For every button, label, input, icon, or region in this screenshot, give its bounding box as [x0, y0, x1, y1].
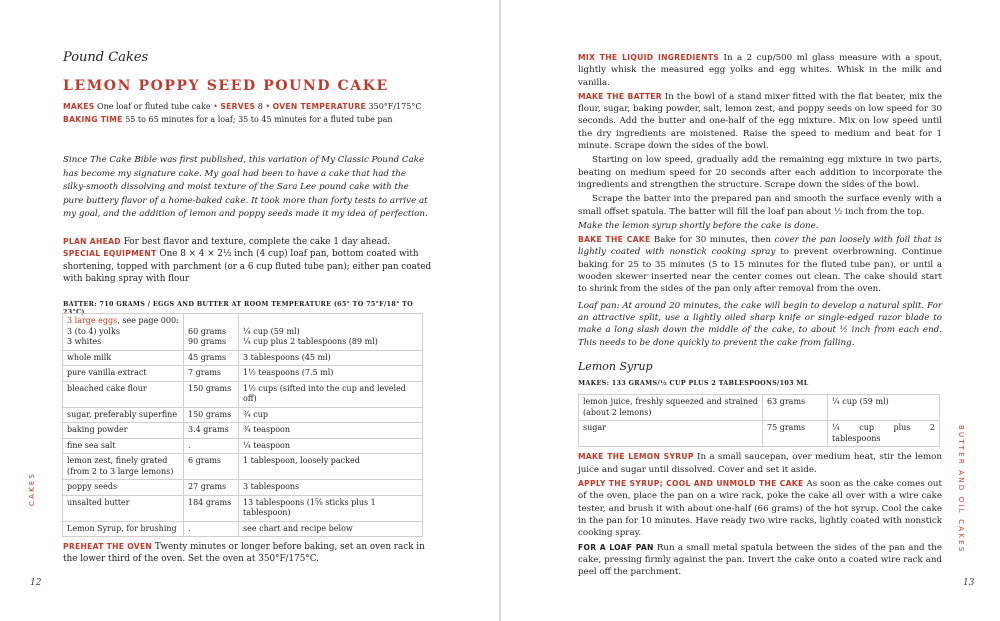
- table-cell: [184, 314, 239, 351]
- method-step: [578, 91, 942, 152]
- ingredient-volume: 1½ cups (sifted into the cup and leveled off): [239, 381, 423, 407]
- ingredient-volume: 1 tablespoon, loosely packed: [239, 454, 423, 480]
- table-row: [63, 423, 423, 439]
- whites-grams: 90 grams: [188, 337, 227, 346]
- ingredient-name: fine sea salt: [63, 438, 184, 454]
- eggs-label: 3 large eggs: [67, 316, 118, 325]
- make-batter-label: MAKE THE BATTER: [578, 91, 662, 101]
- method-paragraph: Scrape the batter into the prepared pan and smooth the surface evenly with a small offset spatula. The batter will fill the loaf pan about ½ inch from the top.: [578, 194, 942, 217]
- mix-text: In a 2 cup/500 ml glass measure with a spout, lightly whisk the measured egg yolks and egg whites. Whisk in the milk and vanilla.: [578, 53, 943, 88]
- ingredient-volume: 3 tablespoons (45 ml): [239, 350, 423, 366]
- table-row: [579, 395, 940, 421]
- bake-label: BAKE THE CAKE: [578, 235, 651, 245]
- plan-ahead-block: [63, 236, 433, 285]
- bake-text-1: Bake for 30 minutes, then: [653, 235, 772, 246]
- make-syrup-text: In a small saucepan, over medium heat, stir the lemon juice and sugar until dissolved. Cover and set it aside.: [578, 452, 942, 475]
- ingredient-grams: 3.4 grams: [184, 423, 239, 439]
- batter-table-title: BATTER: 710 GRAMS / EGGS AND BUTTER AT ROOM TEMPERATURE (65° TO 75°F/18° TO 23°C): [63, 300, 414, 316]
- makes-value: One loaf or fluted tube cake: [97, 102, 211, 111]
- preheat-text: Twenty minutes or longer before baking, set an oven rack in the lower third of the oven. Set the oven at 350°F/175°C.: [63, 542, 425, 565]
- loaf-pan-label: FOR A LOAF PAN: [578, 542, 654, 552]
- ingredient-name: sugar, preferably superfine: [63, 407, 184, 423]
- table-row: [63, 366, 423, 382]
- method-column: [578, 52, 942, 580]
- table-row: [63, 521, 423, 537]
- syrup-makes: MAKES: 133 GRAMS/½ CUP PLUS 2 TABLESPOONS/103 ML: [578, 379, 809, 388]
- table-cell: [63, 314, 184, 351]
- right-page: [501, 0, 1000, 621]
- bake-text-2: to prevent overbrowning. Continue baking for 25 to 35 minutes (5 to 15 minutes for the fluted tube pan), or until a wooden skewer inserted near the center comes out clean. The cake should start to shrink from the sides of the pan only after removal from the oven.: [578, 247, 942, 295]
- special-equipment-text: One 8 × 4 × 2½ inch (4 cup) loaf pan, bottom coated with shortening, topped with parchment (or a 6 cup fluted tube pan); either pan coated with baking spray with flour: [63, 249, 432, 284]
- method-paragraph: Starting on low speed, gradually add the remaining egg mixture in two parts, beating on medium speed for 20 seconds after each addition to incorporate the ingredients and strengthen the structure. Scrape down the sides of the bowl.: [578, 155, 942, 190]
- ingredient-grams: .: [184, 521, 239, 537]
- method-step: [578, 234, 942, 295]
- table-row: [63, 495, 423, 521]
- table-row: [63, 480, 423, 496]
- ingredient-name: whole milk: [63, 350, 184, 366]
- recipe-meta: [63, 100, 443, 126]
- ingredient-volume: 1½ teaspoons (7.5 ml): [239, 366, 423, 382]
- ingredient-grams: 184 grams: [184, 495, 239, 521]
- method-step: [578, 52, 942, 89]
- ingredient-name: Lemon Syrup, for brushing: [63, 521, 184, 537]
- ingredient-grams: 45 grams: [184, 350, 239, 366]
- eggs-yolks: 3 (to 4) yolks: [67, 326, 120, 336]
- method-step: [578, 478, 942, 539]
- yolks-grams: 60 grams: [188, 326, 227, 336]
- bullet-icon: •: [213, 102, 218, 111]
- table-cell: [239, 314, 423, 351]
- loaf-pan-note: Loaf pan: At around 20 minutes, the cake will begin to develop a natural split. For an attractive split, use a lightly oiled sharp knife or single-edged razor blade to make a long slash down the middle of the cake, to about ½ inch from each end. This needs to be done quickly to prevent the cake from falling.: [578, 300, 942, 348]
- ingredient-volume: ¾ teaspoon: [239, 423, 423, 439]
- baking-time-value: 55 to 65 minutes for a loaf; 35 to 45 minutes for a fluted tube pan: [125, 115, 393, 124]
- make-batter-text: In the bowl of a stand mixer fitted with the flat beater, mix the flour, sugar, baking powder, salt, lemon zest, and poppy seeds on low speed for 30 seconds. Add the butter and one-half of the egg mixture. Mix on low speed until the dry ingredients are moistened. Raise the speed to medium and beat for 1 minute. Scrape down the sides of the bowl.: [578, 91, 942, 152]
- table-row: [579, 421, 940, 447]
- intro-paragraph: Since The Cake Bible was first published, this variation of My Classic Pound Cake has become my signature cake. My goal had been to have a cake that had the silky-smooth dissolving and moist texture of the Sara Lee pound cake with the pure buttery flavor of a home-baked cake. It took more than forty tests to arrive at my goal, and the addition of lemon and poppy seeds made it my idea of perfection.: [63, 155, 428, 219]
- ingredient-grams: 7 grams: [184, 366, 239, 382]
- ingredient-grams: 63 grams: [763, 395, 828, 421]
- serves-label: SERVES: [220, 102, 256, 111]
- serves-value: 8: [257, 102, 263, 111]
- method-step: [578, 451, 942, 476]
- oven-temp-value: 350°F/175°C: [368, 102, 422, 111]
- table-row: [63, 407, 423, 423]
- ingredient-volume: ¼ cup (59 ml): [828, 395, 940, 421]
- apply-syrup-text: As soon as the cake comes out of the oven, place the pan on a wire rack, poke the cake all over with a wire cake tester, and brush it with about one-half (66 grams) of the hot syrup. Cool the cake in the pan for 10 minutes. Have ready two wire racks, lightly coated with nonstick cooking spray.: [578, 479, 942, 539]
- left-page: [0, 0, 499, 621]
- running-head-left: CAKES: [28, 471, 36, 506]
- preheat-paragraph: [63, 541, 433, 566]
- ingredient-name: pure vanilla extract: [63, 366, 184, 382]
- ingredient-volume: see chart and recipe below: [239, 521, 423, 537]
- table-row: [63, 454, 423, 480]
- ingredients-table: [62, 313, 423, 537]
- yolks-volume: ¼ cup (59 ml): [243, 326, 300, 336]
- loaf-pan-text: Run a small metal spatula between the sides of the pan and the cake, pressing firmly against the pan. Invert the cake onto a coated wire rack and peel off the parchment.: [578, 542, 942, 578]
- ingredient-grams: 27 grams: [184, 480, 239, 496]
- method-step: [578, 542, 942, 579]
- ingredient-name: poppy seeds: [63, 480, 184, 496]
- whites-volume: ¼ cup plus 2 tablespoons (89 ml): [243, 337, 378, 346]
- ingredient-name: baking powder: [63, 423, 184, 439]
- bullet-icon: •: [265, 102, 271, 111]
- page-number-right: 13: [963, 578, 975, 588]
- table-row: [63, 350, 423, 366]
- baking-time-label: BAKING TIME: [63, 115, 123, 124]
- ingredient-volume: 3 tablespoons: [239, 480, 423, 496]
- table-row: [63, 438, 423, 454]
- bake-text-italic: cover the pan loosely with foil that is lightly coated with nonstick cooking spray: [578, 235, 943, 258]
- preheat-label: PREHEAT THE OVEN: [63, 542, 153, 551]
- plan-ahead-label: PLAN AHEAD: [63, 237, 121, 246]
- eggs-note: , see page 000:: [117, 316, 179, 325]
- ingredient-grams: 6 grams: [184, 454, 239, 480]
- oven-temp-label: OVEN TEMPERATURE: [272, 102, 366, 111]
- syrup-table: [578, 394, 940, 447]
- apply-syrup-label: APPLY THE SYRUP; COOL AND UNMOLD THE CAKE: [578, 479, 804, 489]
- ingredient-grams: 75 grams: [763, 421, 828, 447]
- plan-ahead-text: For best flavor and texture, complete the cake 1 day ahead.: [123, 237, 391, 247]
- ingredient-name: lemon zest, finely grated (from 2 to 3 large lemons): [63, 454, 184, 480]
- ingredient-grams: 150 grams: [184, 381, 239, 407]
- syrup-title: Lemon Syrup: [578, 359, 653, 373]
- makes-label: MAKES: [63, 102, 95, 111]
- running-head-right: BUTTER AND OIL CAKES: [957, 425, 965, 554]
- ingredient-name: bleached cake flour: [63, 381, 184, 407]
- ingredient-volume: ¾ cup: [239, 407, 423, 423]
- ingredient-name: sugar: [579, 421, 763, 447]
- syrup-note: Make the lemon syrup shortly before the cake is done.: [578, 220, 819, 231]
- table-row: [63, 314, 423, 351]
- ingredient-volume: 13 tablespoons (1⅝ sticks plus 1 tablespoon): [239, 495, 423, 521]
- special-equipment-label: SPECIAL EQUIPMENT: [63, 249, 157, 259]
- table-row: [63, 381, 423, 407]
- ingredient-grams: .: [184, 438, 239, 454]
- page-number-left: 12: [30, 578, 42, 588]
- mix-label: MIX THE LIQUID INGREDIENTS: [578, 53, 720, 62]
- ingredient-name: lemon juice, freshly squeezed and strained (about 2 lemons): [579, 395, 763, 421]
- ingredient-grams: 150 grams: [184, 407, 239, 423]
- eggs-whites: 3 whites: [67, 337, 102, 346]
- ingredient-volume: ¼ teaspoon: [239, 438, 423, 454]
- ingredient-name: unsalted butter: [63, 495, 184, 521]
- make-syrup-label: MAKE THE LEMON SYRUP: [578, 452, 694, 462]
- ingredient-volume: ¼ cup plus 2 tablespoons: [828, 421, 940, 447]
- section-title: Pound Cakes: [63, 50, 149, 65]
- recipe-title: LEMON POPPY SEED POUND CAKE: [63, 78, 389, 94]
